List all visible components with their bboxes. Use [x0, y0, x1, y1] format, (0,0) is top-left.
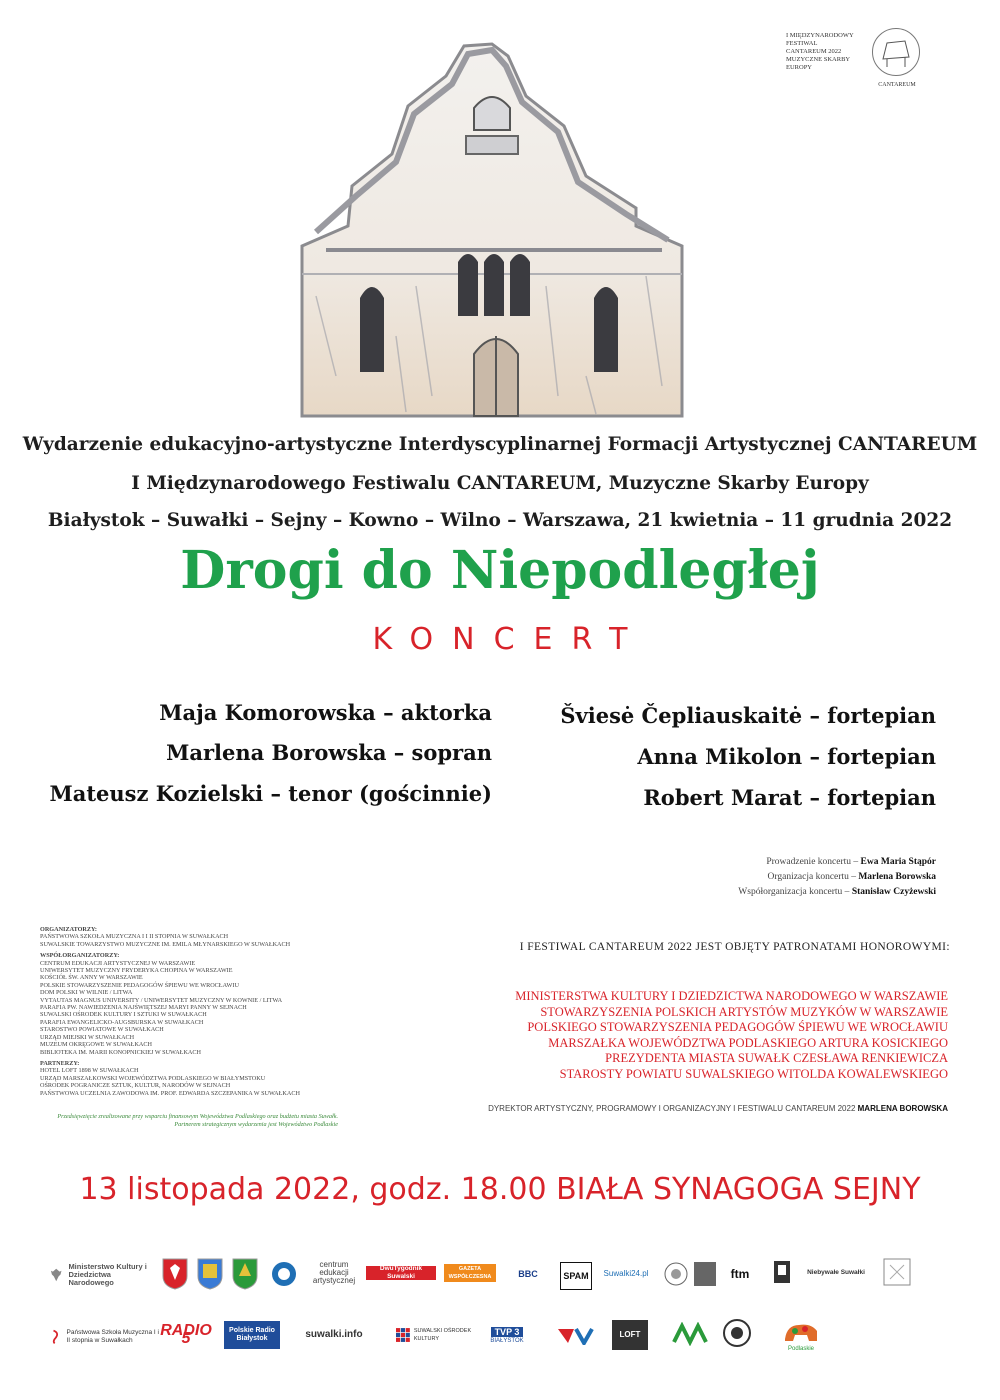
- round-emblem-icon: [722, 1318, 752, 1348]
- tvp3-logo-subtext: BIAŁYSTOK: [490, 1338, 524, 1344]
- niebywale-logo: Niebywałe Suwałki: [807, 1269, 865, 1276]
- puz-logo-icon: [672, 1322, 708, 1346]
- loft-logo: LOFT: [612, 1320, 648, 1350]
- director-line: [348, 1104, 948, 1113]
- performer: Robert Marat – fortepian: [643, 785, 936, 810]
- patron-item: MARSZAŁKA WOJEWÓDZTWA PODLASKIEGO ARTURA KOSICKIEGO: [548, 1035, 948, 1050]
- credit-line: [536, 885, 936, 900]
- festival-logo-text: [786, 32, 862, 72]
- partner-item: HOTEL LOFT 1898 W SUWAŁKACH: [40, 1067, 139, 1075]
- credit-name: Stanisław Czyżewski: [851, 887, 936, 897]
- tvp3-logo: [486, 1320, 528, 1352]
- grid-logo-icon: [396, 1325, 410, 1345]
- bbc-logo: BBC: [518, 1269, 538, 1279]
- coorganizer-item: VYTAUTAS MAGNUS UNIVERSITY / UNIWERSYTET MUZYCZNY W KOWNIE / LITWA: [40, 996, 283, 1004]
- coorganizer-item: PARAFIA PW. NAWIEDZENIA NAJŚWIĘTSZEJ MARYI PANNY W SEJNACH: [40, 1004, 247, 1012]
- partners-heading: PARTNERZY:: [40, 1059, 80, 1067]
- piano-emblem-icon: [872, 28, 920, 76]
- performer: Marlena Borowska – sopran: [166, 740, 492, 765]
- partner-item: OŚRODEK POGRANICZE SZTUK, KULTUR, NARODÓW W SEJNACH: [40, 1082, 231, 1090]
- credit-label: Współorganizacja koncertu –: [738, 887, 852, 897]
- ministry-logo-text: Ministerstwo Kultury i Dziedzictwa Narodowego: [68, 1262, 147, 1287]
- coorganizer-item: BIBLIOTEKA IM. MARII KONOPNICKIEJ W SUWAŁKACH: [40, 1048, 201, 1056]
- organizer-item: PAŃSTWOWA SZKOŁA MUZYCZNA I I II STOPNIA W SUWAŁKACH: [40, 933, 229, 941]
- coorganizer-item: CENTRUM EDUKACJI ARTYSTYCZNEJ W WARSZAWIE: [40, 959, 196, 967]
- synagogue-illustration: [296, 36, 688, 420]
- coorganizer-item: PARAFIA EWANGELICKO-AUGSBURSKA W SUWAŁKACH: [40, 1018, 204, 1026]
- patron-item: STAROSTY POWIATU SUWALSKIEGO WITOLDA KOWALEWSKIEGO: [559, 1066, 948, 1081]
- polskie-radio-logo: Polskie Radio Białystok: [224, 1321, 280, 1349]
- coorganizer-item: KOŚCIÓŁ ŚW. ANNY W WARSZAWIE: [40, 974, 143, 982]
- credit-name: Marlena Borowska: [858, 872, 936, 882]
- spam-logo: SPAM: [560, 1262, 592, 1290]
- portrait-image: [694, 1262, 716, 1286]
- coorganizer-item: URZĄD MIEJSKI W SUWAŁKACH: [40, 1033, 135, 1041]
- festival-stamp-icon: [880, 1250, 914, 1290]
- festival-logo-line: CANTAREUM 2022: [786, 48, 842, 55]
- credit-line: [536, 855, 936, 870]
- dwutygodnik-logo: DwuTygodnik Suwalski: [366, 1266, 436, 1280]
- cea-logo: centrum edukacji artystycznej: [312, 1260, 356, 1285]
- coorganizer-item: POLSKIE STOWARZYSZENIE PEDAGOGÓW ŚPIEWU WE WROCŁAWIU: [40, 981, 239, 989]
- partner-item: URZĄD MARSZAŁKOWSKI WOJEWÓDZTWA PODLASKIEGO W BIAŁYMSTOKU: [40, 1074, 266, 1082]
- ministry-logo: [50, 1256, 150, 1294]
- performer: Mateusz Kozielski – tenor (gościnnie): [49, 781, 492, 806]
- credit-label: Prowadzenie koncertu –: [766, 857, 861, 867]
- coat-of-arms-icon: [232, 1258, 258, 1290]
- suwalki24-logo: Suwalki24.pl: [603, 1269, 649, 1278]
- support-line: Partnerem strategicznym wydarzenia jest Województwo Podlaskie: [174, 1121, 338, 1128]
- festival-logo: [786, 28, 926, 98]
- support-note: [40, 1113, 338, 1129]
- podlaskie-logo-text: Podlaskie: [787, 1346, 814, 1352]
- coorganizer-item: SUWALSKI OŚRODEK KULTURY I SZTUKI W SUWAŁKACH: [40, 1011, 207, 1019]
- coorganizer-item: UNIWERSYTET MUZYCZNY FRYDERYKA CHOPINA W WARSZAWIE: [40, 967, 233, 975]
- credit-line: [536, 870, 936, 885]
- patrons-list: [428, 989, 948, 1083]
- podlaskie-logo: [778, 1316, 824, 1356]
- performer: Šviesė Čepliauskaitė – fortepian: [560, 703, 936, 728]
- coorganizer-item: STAROSTWO POWIATOWE W SUWAŁKACH: [40, 1026, 164, 1034]
- patron-item: MINISTERSTWA KULTURY I DZIEDZICTWA NARODOWEGO W WARSZAWIE: [515, 989, 948, 1003]
- organizers-list: [40, 922, 360, 1097]
- director-label: DYREKTOR ARTYSTYCZNY, PROGRAMOWY I ORGANIZACYJNY I FESTIWALU CANTAREUM 2022: [488, 1104, 858, 1113]
- intro-line-2: I Międzynarodowego Festiwalu CANTAREUM, Muzyczne Skarby Europy: [131, 473, 869, 494]
- suwalki-info-logo: suwalki.info: [305, 1329, 363, 1340]
- patron-item: POLSKIEGO STOWARZYSZENIA PEDAGOGÓW ŚPIEWU WE WROCŁAWIU: [527, 1020, 948, 1035]
- page-title: Drogi do Niepodległej: [180, 540, 820, 601]
- patron-item: STOWARZYSZENIA POLSKICH ARTYSTÓW MUZYKÓW W WARSZAWIE: [540, 1004, 948, 1019]
- ftm-logo: ftm: [730, 1267, 750, 1281]
- event-date-venue: 13 listopada 2022, godz. 18.00 BIAŁA SYNAGOGA SEJNY: [79, 1172, 921, 1207]
- patron-item: PREZYDENTA MIASTA SUWAŁK CZESŁAWA RENKIEWICZA: [605, 1051, 948, 1066]
- round-emblem-icon: [664, 1262, 688, 1286]
- support-line: Przedsięwzięcie zrealizowane przy wsparciu finansowym Województwa Podlaskiego oraz budżetu miasta Suwałk.: [57, 1113, 338, 1120]
- bison-icon: [781, 1319, 821, 1345]
- coat-of-arms-icon: [197, 1258, 223, 1290]
- psm-logo-text: Państwowa Szkoła Muzyczna I i II stopnia w Suwałkach: [66, 1329, 159, 1344]
- psm-logo: [50, 1320, 160, 1354]
- festival-logo-caption: CANTAREUM: [878, 82, 916, 88]
- organizers-heading: ORGANIZATORZY:: [40, 926, 97, 933]
- director-name: MARLENA BOROWSKA: [857, 1104, 948, 1113]
- credit-label: Organizacja koncertu –: [767, 872, 859, 882]
- tvp3-logo-text: TVP 3: [491, 1327, 524, 1337]
- emblem-icon: [770, 1258, 794, 1288]
- organizer-item: SUWALSKIE TOWARZYSTWO MUZYCZNE IM. EMILA MŁYNARSKIEGO W SUWAŁKACH: [40, 940, 291, 948]
- credit-name: Ewa Maria Stąpór: [860, 857, 936, 867]
- performer: Maja Komorowska – aktorka: [159, 700, 492, 725]
- patronage-heading: I FESTIWAL CANTAREUM 2022 JEST OBJĘTY PATRONATAMI HONOROWYMI:: [519, 941, 950, 953]
- radio5-logo: RADIO 5: [160, 1322, 212, 1347]
- concert-credits: [536, 855, 936, 900]
- performer: Anna Mikolon – fortepian: [637, 744, 936, 769]
- festival-logo-line: FESTIWAL: [786, 40, 818, 47]
- festival-logo-line: EUROPY: [786, 64, 813, 71]
- coorganizer-item: MUZEUM OKRĘGOWE W SUWAŁKACH: [40, 1041, 152, 1049]
- sok-logo-text: SUWALSKI OŚRODEK KULTURY: [413, 1328, 472, 1342]
- round-emblem-icon: [271, 1261, 297, 1287]
- partner-item: PAŃSTWOWA UCZELNIA ZAWODOWA IM. PROF. EDWARDA SZCZEPANIKA W SUWAŁKACH: [40, 1089, 300, 1097]
- coorganizers-heading: WSPÓŁORGANIZATORZY:: [40, 952, 120, 960]
- eagle-icon: [50, 1260, 62, 1290]
- intro-line-3: Białystok – Suwałki – Sejny – Kowno – Wilno – Warszawa, 21 kwietnia – 11 grudnia 2022: [47, 510, 953, 531]
- subtitle: KONCERT: [372, 622, 647, 657]
- tv-logo-icon: [556, 1324, 596, 1346]
- sok-logo: [396, 1320, 472, 1350]
- intro-line-1: Wydarzenie edukacyjno-artystyczne Interdyscyplinarnej Formacji Artystycznej CANTAREUM: [22, 434, 978, 455]
- music-note-icon: [50, 1324, 61, 1350]
- festival-logo-line: I MIĘDZYNARODOWY: [786, 32, 854, 39]
- gazeta-logo: GAZETA WSPÓŁCZESNA: [444, 1264, 496, 1282]
- festival-logo-line: MUZYCZNE SKARBY: [786, 56, 851, 63]
- coorganizer-item: DOM POLSKI W WILNIE / LITWA: [40, 989, 133, 997]
- coat-of-arms-icon: [162, 1258, 188, 1290]
